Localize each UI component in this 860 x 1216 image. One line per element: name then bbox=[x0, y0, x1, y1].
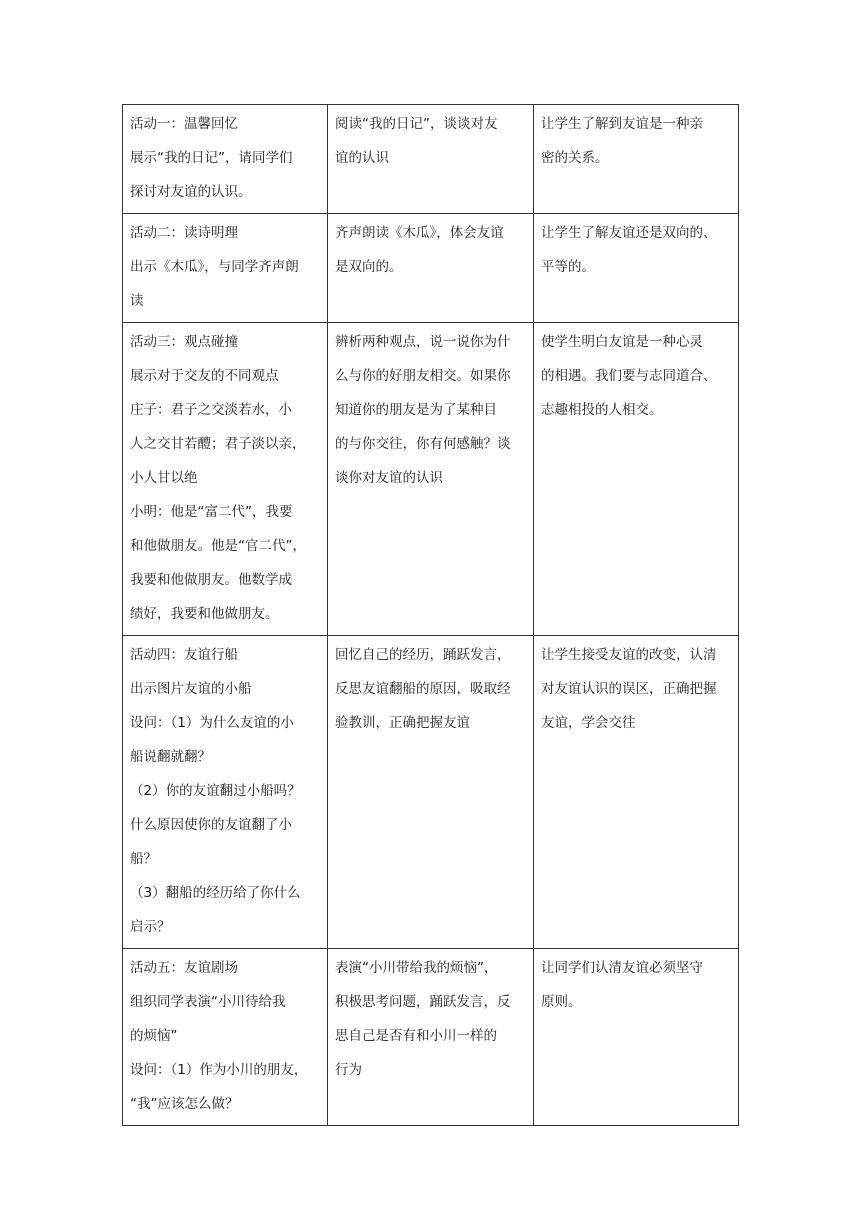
teacher-activity-cell bbox=[123, 949, 328, 1126]
cell-text-line: 活动二：读诗明理 bbox=[130, 225, 238, 241]
teacher-activity-cell bbox=[123, 636, 328, 949]
cell-text-line: 活动五：友谊剧场 bbox=[130, 960, 238, 976]
cell-text-line: 出示图片友谊的小船 bbox=[130, 681, 252, 697]
table-row bbox=[123, 105, 739, 214]
teacher-activity-cell bbox=[123, 214, 328, 323]
cell-text-line: 人之交甘若醴；君子淡以亲， bbox=[130, 436, 306, 452]
cell-text-line: 谊的认识 bbox=[335, 150, 389, 166]
cell-text-line: 绩好，我要和他做朋友。 bbox=[130, 606, 279, 622]
cell-text-line: 知道你的朋友是为了某种目 bbox=[335, 402, 497, 418]
cell-text-line: 设问：（1）为什么友谊的小 bbox=[130, 715, 294, 731]
design-intent-cell bbox=[534, 105, 739, 214]
cell-text-line: （3）翻船的经历给了你什么 bbox=[130, 885, 301, 901]
cell-text-line: 的相遇。我们要与志同道合、 bbox=[541, 368, 717, 384]
cell-text-line: 的与你交往，你有何感触？谈 bbox=[335, 436, 511, 452]
cell-text-line: 积极思考问题，踊跃发言，反 bbox=[335, 994, 511, 1010]
cell-text-line: 让学生了解友谊还是双向的、 bbox=[541, 225, 717, 241]
table-row bbox=[123, 636, 739, 949]
table-row bbox=[123, 214, 739, 323]
cell-text-line: 小人甘以绝 bbox=[130, 470, 198, 486]
cell-text-line: 的烦恼” bbox=[130, 1028, 178, 1044]
cell-text-line: 和他做朋友。他是“官二代”， bbox=[130, 538, 306, 554]
cell-text-line: 展示对于交友的不同观点 bbox=[130, 368, 279, 384]
student-activity-cell bbox=[328, 949, 534, 1126]
cell-text-line: 小明：他是“富二代”，我要 bbox=[130, 504, 293, 520]
student-activity-cell bbox=[328, 105, 534, 214]
cell-text-line: 验教训，正确把握友谊 bbox=[335, 715, 470, 731]
cell-text-line: “我”应该怎么做？ bbox=[130, 1096, 239, 1112]
cell-text-line: 表演“小川带给我的烦恼”， bbox=[335, 960, 498, 976]
cell-text-line: 组织同学表演“小川待给我 bbox=[130, 994, 286, 1010]
cell-text-line: 活动四：友谊行船 bbox=[130, 647, 238, 663]
cell-text-line: 船？ bbox=[130, 851, 157, 867]
cell-text-line: 船说翻就翻？ bbox=[130, 749, 211, 765]
cell-text-line: 让同学们认清友谊必须坚守 bbox=[541, 960, 703, 976]
cell-text-line: 设问：（1）作为小川的朋友， bbox=[130, 1062, 308, 1078]
student-activity-cell bbox=[328, 323, 534, 636]
cell-text-line: 我要和他做朋友。他数学成 bbox=[130, 572, 292, 588]
student-activity-cell bbox=[328, 214, 534, 323]
cell-text-line: 回忆自己的经历，踊跃发言， bbox=[335, 647, 511, 663]
cell-text-line: 志趣相投的人相交。 bbox=[541, 402, 663, 418]
cell-text-line: 谈你对友谊的认识 bbox=[335, 470, 443, 486]
design-intent-cell bbox=[534, 214, 739, 323]
cell-text-line: 齐声朗读《木瓜》，体会友谊 bbox=[335, 225, 504, 241]
table-row bbox=[123, 949, 739, 1126]
cell-text-line: 活动三：观点碰撞 bbox=[130, 334, 238, 350]
cell-text-line: 思自己是否有和小川一样的 bbox=[335, 1028, 497, 1044]
cell-text-line: 友谊，学会交往 bbox=[541, 715, 636, 731]
cell-text-line: 探讨对友谊的认识。 bbox=[130, 184, 252, 200]
cell-text-line: 活动一：温馨回忆 bbox=[130, 116, 238, 132]
cell-text-line: 读 bbox=[130, 293, 144, 309]
cell-text-line: 是双向的。 bbox=[335, 259, 403, 275]
cell-text-line: 让学生接受友谊的改变，认清 bbox=[541, 647, 717, 663]
cell-text-line: 庄子：君子之交淡若水，小 bbox=[130, 402, 292, 418]
cell-text-line: （2）你的友谊翻过小船吗？ bbox=[130, 783, 301, 799]
cell-text-line: 启示？ bbox=[130, 919, 171, 935]
cell-text-line: 反思友谊翻船的原因，吸取经 bbox=[335, 681, 511, 697]
cell-text-line: 么与你的好朋友相交。如果你 bbox=[335, 368, 511, 384]
cell-text-line: 行为 bbox=[335, 1062, 362, 1078]
design-intent-cell bbox=[534, 949, 739, 1126]
cell-text-line: 使学生明白友谊是一种心灵 bbox=[541, 334, 703, 350]
cell-text-line: 展示“我的日记”，请同学们 bbox=[130, 150, 293, 166]
cell-text-line: 阅读“我的日记”，谈谈对友 bbox=[335, 116, 498, 132]
cell-text-line: 原则。 bbox=[541, 994, 582, 1010]
design-intent-cell bbox=[534, 323, 739, 636]
cell-text-line: 让学生了解到友谊是一种亲 bbox=[541, 116, 703, 132]
cell-text-line: 对友谊认识的误区，正确把握 bbox=[541, 681, 717, 697]
table-row bbox=[123, 323, 739, 636]
cell-text-line: 平等的。 bbox=[541, 259, 595, 275]
lesson-plan-table bbox=[122, 104, 739, 1126]
cell-text-line: 密的关系。 bbox=[541, 150, 609, 166]
student-activity-cell bbox=[328, 636, 534, 949]
design-intent-cell bbox=[534, 636, 739, 949]
cell-text-line: 什么原因使你的友谊翻了小 bbox=[130, 817, 292, 833]
teacher-activity-cell bbox=[123, 323, 328, 636]
teacher-activity-cell bbox=[123, 105, 328, 214]
cell-text-line: 出示《木瓜》，与同学齐声朗 bbox=[130, 259, 299, 275]
cell-text-line: 辨析两种观点，说一说你为什 bbox=[335, 334, 511, 350]
